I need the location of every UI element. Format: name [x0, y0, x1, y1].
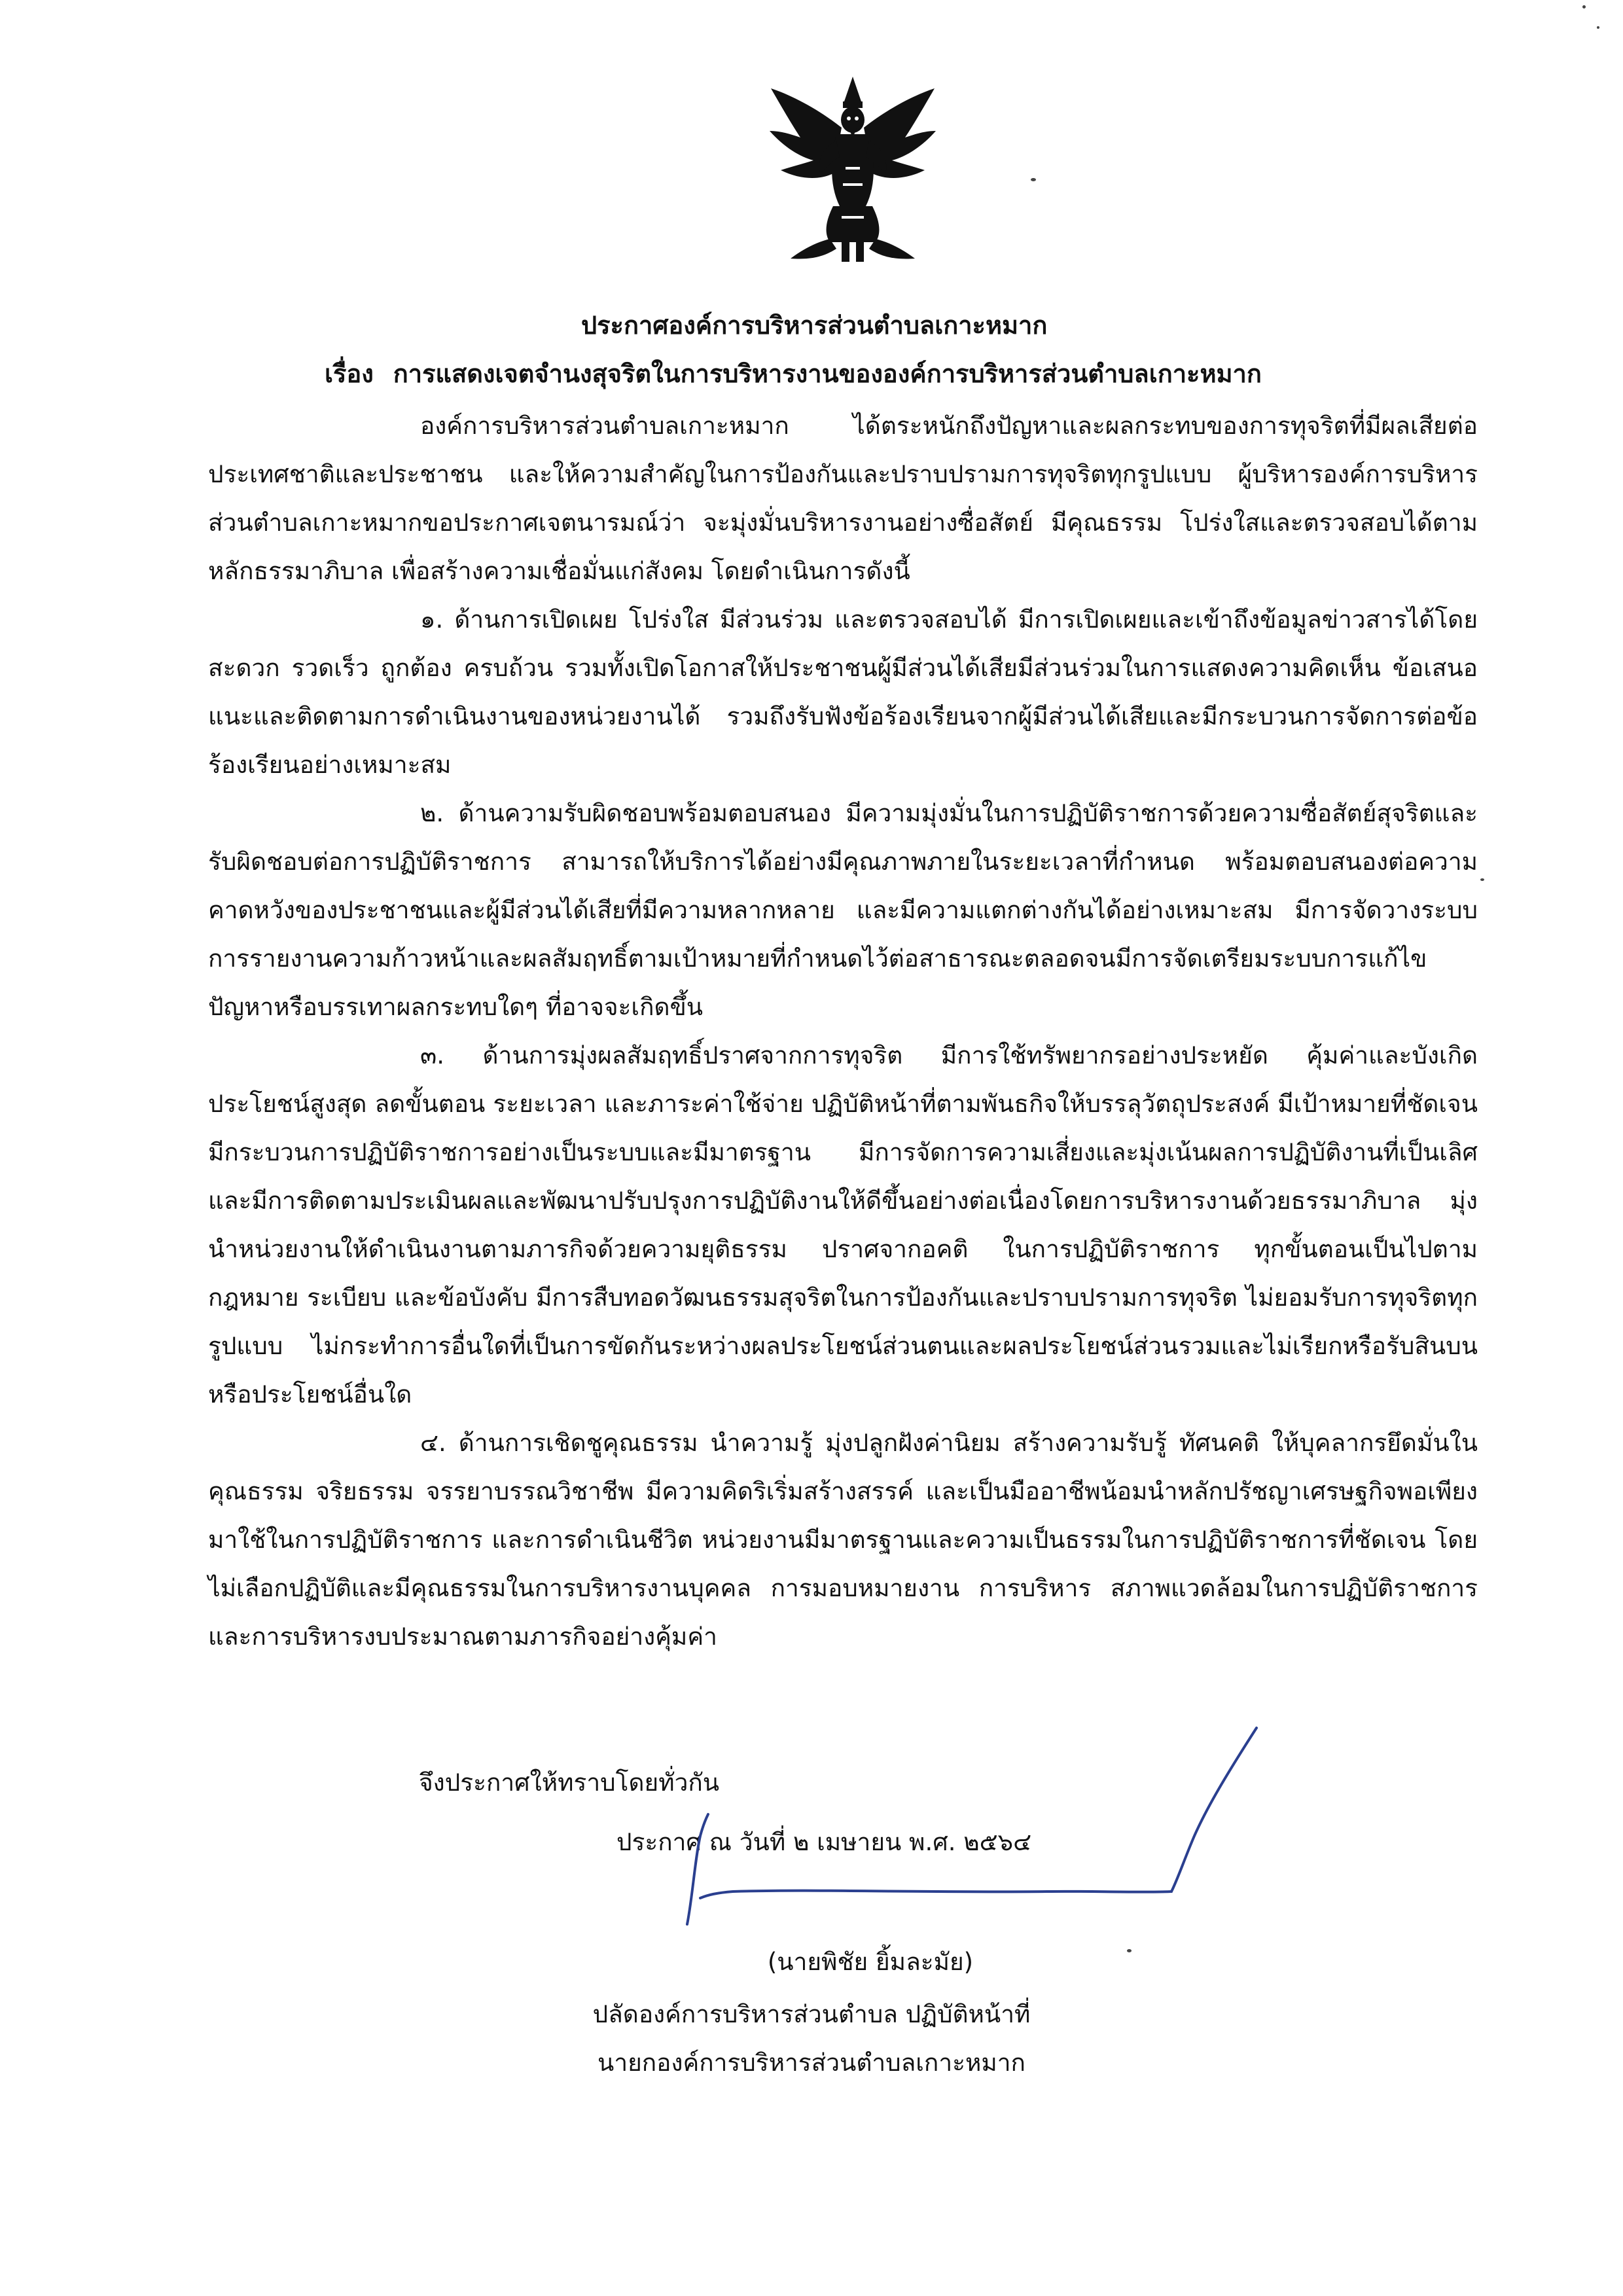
item-1-paragraph: ๑. ด้านการเปิดเผย โปร่งใส มีส่วนร่วม และตรวจสอบได้ มีการเปิดเผยและเข้าถึงข้อมูลข่าวสารได้โดยสะดวก รวดเร็ว ถูกต้อง ครบถ้วน รวมทั้งเปิดโอกาสให้ประชาชนผู้มีส่วนได้เสียมีส่วนร่วมในการแสดงความคิดเห็น ข้อเสนอแนะและติดตามการดำเนินงานของหน่วยงานได้ รวมถึงรับฟังข้อร้องเรียนจากผู้มีส่วนได้เสียและมีกระบวนการจัดการต่อข้อร้องเรียนอย่างเหมาะสม: [208, 605, 1478, 779]
closing-statement: จึงประกาศให้ทราบโดยทั่วกัน: [419, 1768, 720, 1797]
announcement-subject: [325, 353, 1262, 393]
item-3-paragraph: ๓. ด้านการมุ่งผลสัมฤทธิ์ปราศจากการทุจริต มีการใช้ทรัพยากรอย่างประหยัด คุ้มค่าและบังเกิดประโยชน์สูงสุด ลดขั้นตอน ระยะเวลา และภาระค่าใช้จ่าย ปฏิบัติหน้าที่ตามพันธกิจให้บรรลุวัตถุประสงค์ มีเป้าหมายที่ชัดเจน มีกระบวนการปฏิบัติราชการอย่างเป็นระบบและมีมาตรฐาน มีการจัดการความเสี่ยงและมุ่งเน้นผลการปฏิบัติงานที่เป็นเลิศ และมีการติดตามประเมินผลและพัฒนาปรับปรุงการปฏิบัติงานให้ดีขึ้นอย่างต่อเนื่องโดยการบริหารงานด้วยธรรมาภิบาล มุ่งนำหน่วยงานให้ดำเนินงานตามภารกิจด้วยความยุติธรรม ปราศจากอคติ ในการปฏิบัติราชการ ทุกขั้นตอนเป็นไปตามกฎหมาย ระเบียบ และข้อบังคับ มีการสืบทอดวัฒนธรรมสุจริตในการป้องกันและปราบปรามการทุจริต ไม่ยอมรับการทุจริตทุกรูปแบบ ไม่กระทำการอื่นใดที่เป็นการขัดกันระหว่างผลประโยชน์ส่วนตนและผลประโยชน์ส่วนรวมและไม่เรียกหรือรับสินบนหรือประโยชน์อื่นใด: [208, 1041, 1478, 1408]
signer-position-line-1: ปลัดองค์การบริหารส่วนตำบล ปฏิบัติหน้าที่: [592, 2000, 1031, 2028]
garuda-emblem-icon: [764, 75, 941, 265]
intro-paragraph: องค์การบริหารส่วนตำบลเกาะหมาก ได้ตระหนักถึงปัญหาและผลกระทบของการทุจริตที่มีผลเสียต่อประเทศชาติและประชาชน และให้ความสำคัญในการป้องกันและปราบปรามการทุจริตทุกรูปแบบ ผู้บริหารองค์การบริหารส่วนตำบลเกาะหมากขอประกาศเจตนารมณ์ว่า จะมุ่งมั่นบริหารงานอย่างซื่อสัตย์ มีคุณธรรม โปร่งใสและตรวจสอบได้ตามหลักธรรมาภิบาล เพื่อสร้างความเชื่อมั่นแก่สังคม โดยดำเนินการดังนี้: [208, 412, 1478, 585]
signer-name: (นายพิชัย ยิ้มละมัย): [767, 1948, 974, 1976]
scan-speck: [1582, 5, 1586, 9]
announcement-date: ประกาศ ณ วันที่ ๒ เมษายน พ.ศ. ๒๕๖๔: [616, 1828, 1032, 1856]
item-4-paragraph: ๔. ด้านการเชิดชูคุณธรรม นำความรู้ มุ่งปลูกฝังค่านิยม สร้างความรับรู้ ทัศนคติ ให้บุคลากรยึดมั่นในคุณธรรม จริยธรรม จรรยาบรรณวิชาชีพ มีความคิดริเริ่มสร้างสรรค์ และเป็นมืออาชีพน้อมนำหลักปรัชญาเศรษฐกิจพอเพียงมาใช้ในการปฏิบัติราชการ และการดำเนินชีวิต หน่วยงานมีมาตรฐานและความเป็นธรรมในการปฏิบัติราชการที่ชัดเจน โดยไม่เลือกปฏิบัติและมีคุณธรรมในการบริหารงานบุคคล การมอบหมายงาน การบริหาร สภาพแวดล้อมในการปฏิบัติราชการ และการบริหารงบประมาณตามภารกิจอย่างคุ้มค่า: [208, 1429, 1478, 1651]
announcement-body: [208, 402, 1478, 1661]
announcement-title: ประกาศองค์การบริหารส่วนตำบลเกาะหมาก: [581, 311, 1048, 340]
item-2-paragraph: ๒. ด้านความรับผิดชอบพร้อมตอบสนอง มีความมุ่งมั่นในการปฏิบัติราชการด้วยความซื่อสัตย์สุจริตและรับผิดชอบต่อการปฏิบัติราชการ สามารถให้บริการได้อย่างมีคุณภาพภายในระยะเวลาที่กำหนด พร้อมตอบสนองต่อความคาดหวังของประชาชนและผู้มีส่วนได้เสียที่มีความหลากหลาย และมีความแตกต่างกันได้อย่างเหมาะสม มีการจัดวางระบบการรายงานความก้าวหน้าและผลสัมฤทธิ์ตามเป้าหมายที่กำหนดไว้ต่อสาธารณะตลอดจนมีการจัดเตรียมระบบการแก้ไขปัญหาหรือบรรเทาผลกระทบใดๆ ที่อาจจะเกิดขึ้น: [208, 799, 1478, 1021]
scan-speck: [1127, 1949, 1132, 1952]
signer-position-line-2: นายกองค์การบริหารส่วนตำบลเกาะหมาก: [597, 2049, 1026, 2077]
scan-speck: [1031, 178, 1036, 181]
scan-speck: [1597, 26, 1599, 29]
scan-speck: [1480, 878, 1484, 881]
subject-label: เรื่อง: [325, 359, 374, 388]
handwritten-signature: [654, 1702, 1283, 1937]
subject-text: การแสดงเจตจำนงสุจริตในการบริหารงานขององค์การบริหารส่วนตำบลเกาะหมาก: [393, 359, 1262, 388]
